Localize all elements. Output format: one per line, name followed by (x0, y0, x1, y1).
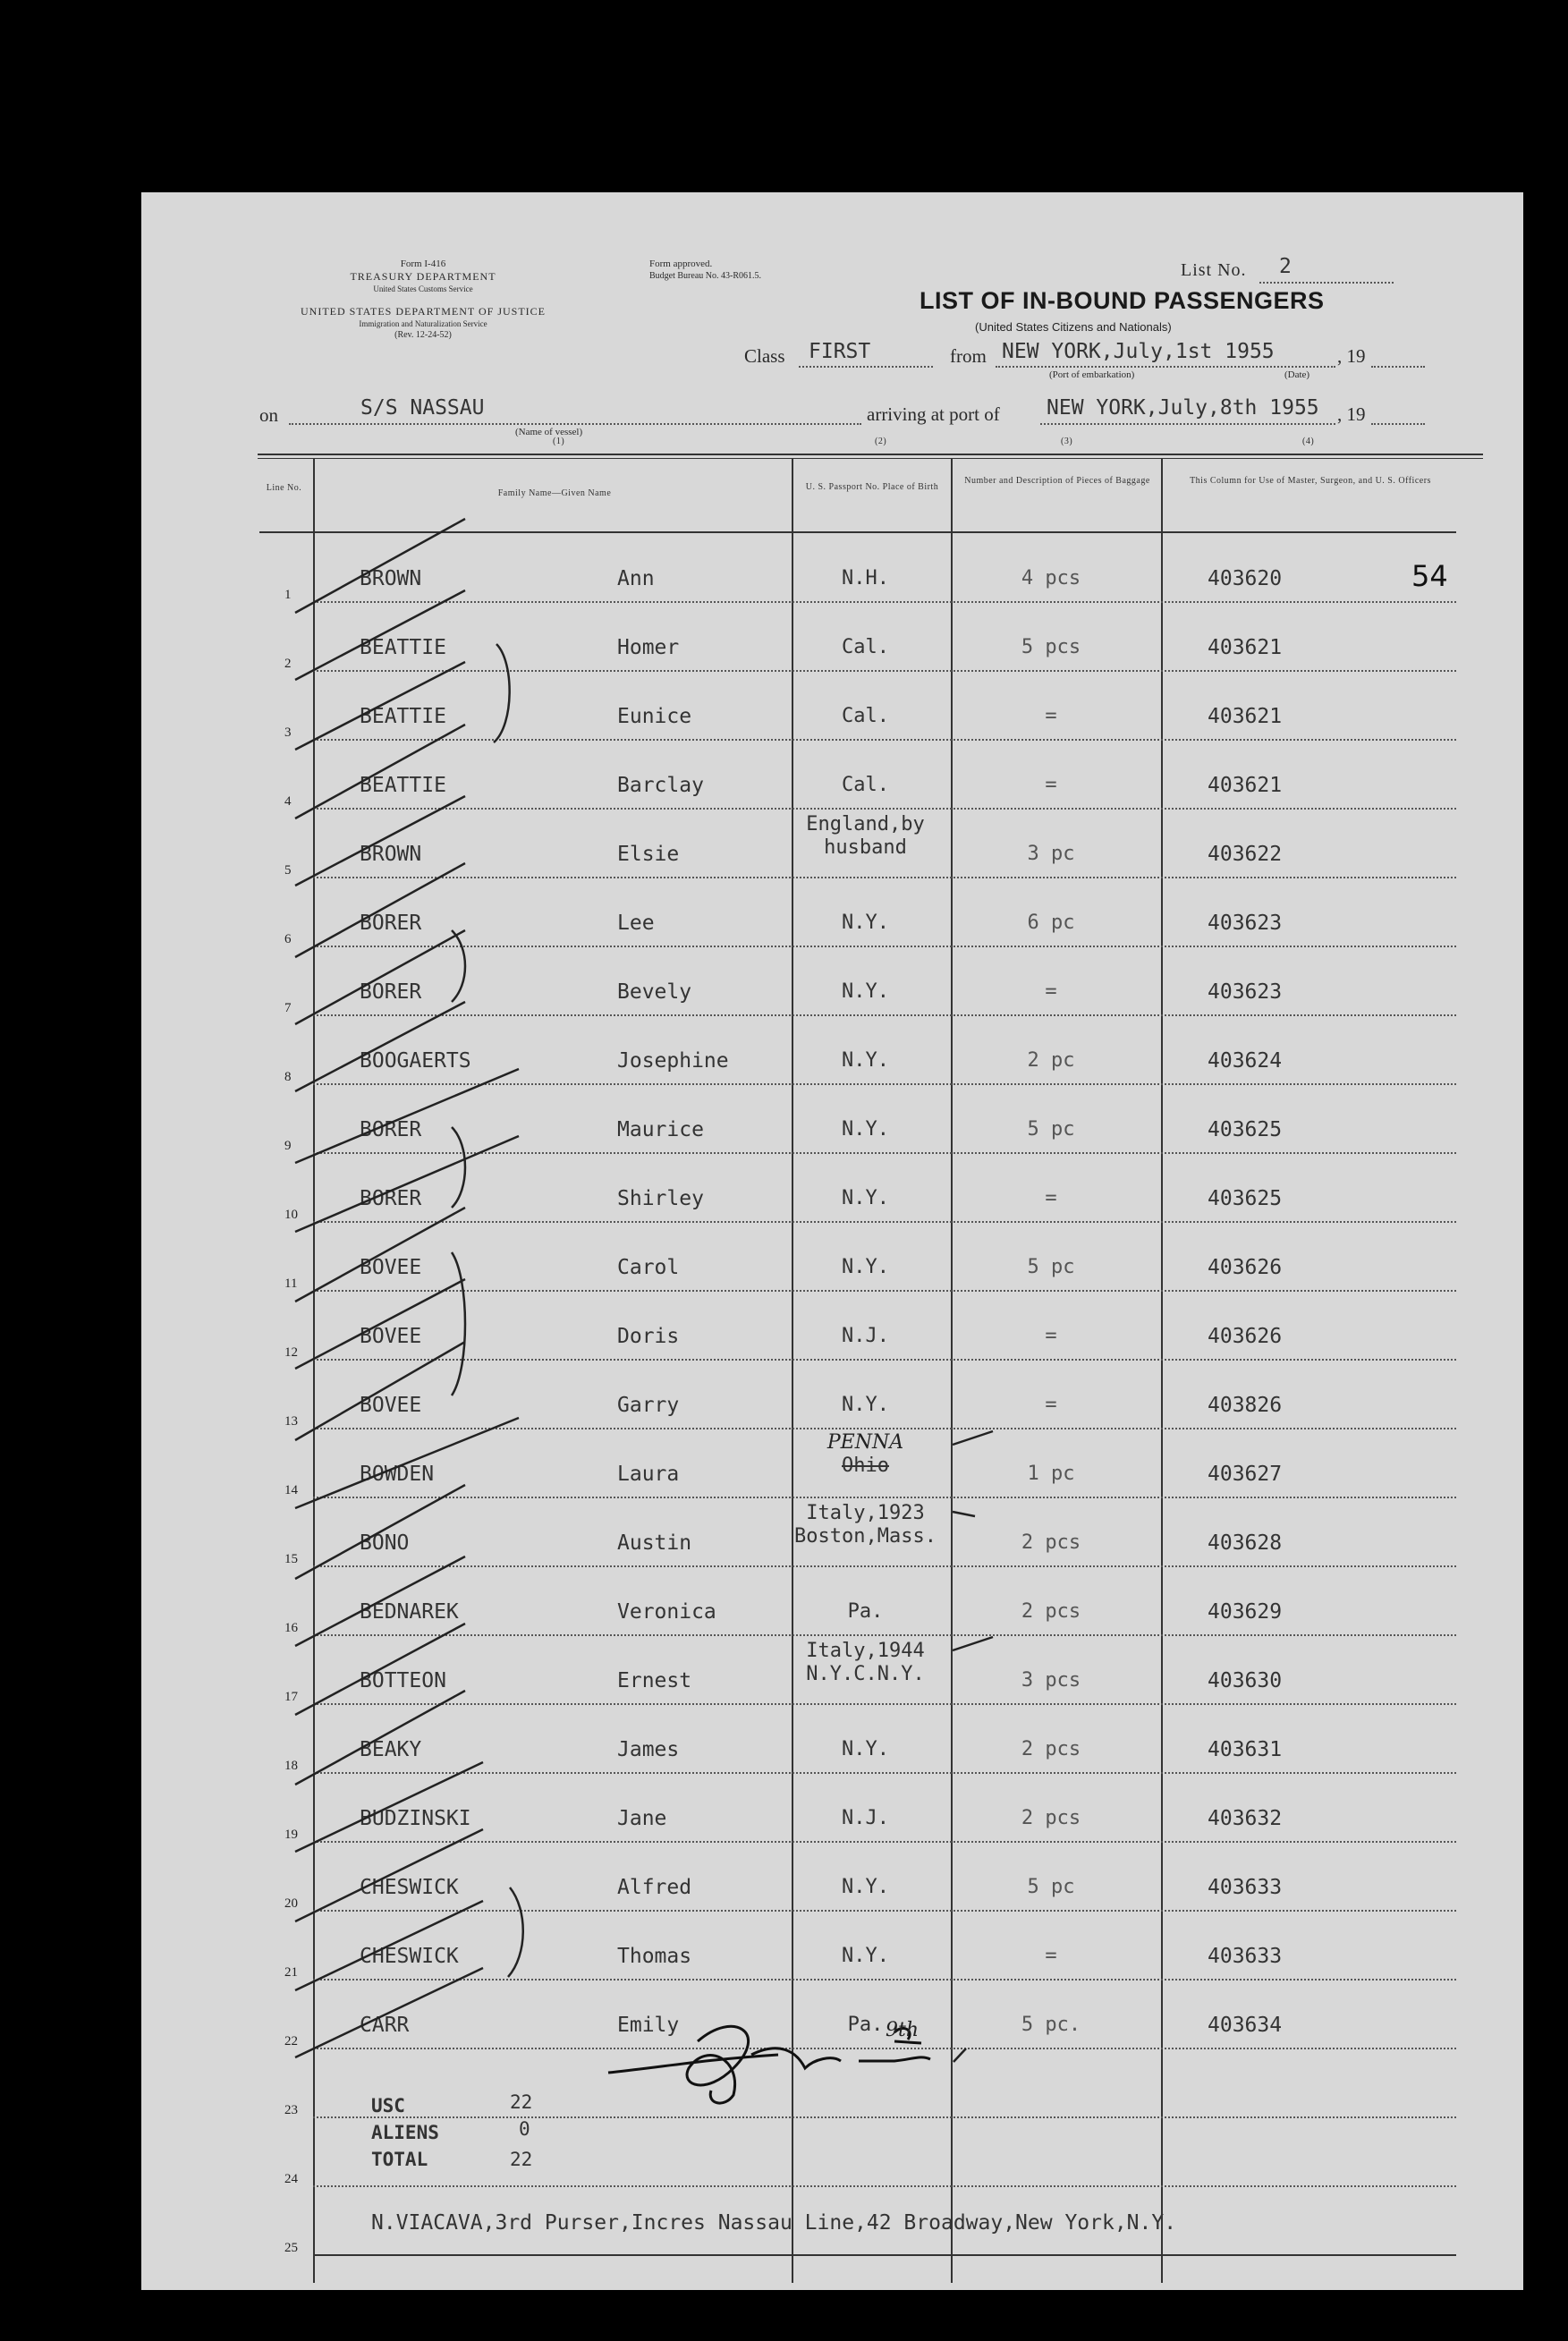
place-of-birth: N.J. (842, 1325, 889, 1347)
family-name: BONO (360, 1531, 410, 1555)
place-of-birth: N.Y. (842, 1738, 889, 1760)
col-marker-2: (2) (875, 437, 887, 446)
given-name: Josephine (617, 1049, 729, 1073)
class-value: FIRST (809, 340, 871, 363)
family-name: BORER (360, 980, 422, 1004)
department-justice: UNITED STATES DEPARTMENT OF JUSTICE (300, 305, 546, 318)
given-name: Bevely (617, 980, 692, 1004)
signature-note: 9th (886, 2019, 920, 2041)
class-line (799, 366, 933, 368)
table-row (259, 534, 1456, 603)
table-row (259, 672, 1456, 741)
table-row (259, 1016, 1456, 1085)
place-of-birth: N.Y. (842, 1945, 889, 1967)
family-name: BOVEE (360, 1256, 422, 1279)
table-row (259, 603, 1456, 672)
officer-number: 403625 (1208, 1187, 1283, 1210)
officer-number: 403621 (1208, 705, 1283, 728)
given-name: James (617, 1738, 680, 1761)
line-number: 2 (284, 657, 292, 671)
department-treasury: TREASURY DEPARTMENT (350, 270, 496, 283)
baggage: 2 pcs (1021, 1531, 1081, 1554)
place-of-birth: N.Y. (842, 1876, 889, 1898)
form-title: LIST OF IN-BOUND PASSENGERS (920, 287, 1325, 314)
line-number: 6 (284, 932, 292, 946)
place-of-birth: Pa. (847, 1600, 884, 1623)
header-name: Family Name—Given Name (497, 488, 612, 498)
given-name: Ann (617, 567, 655, 590)
class-label: Class (744, 345, 785, 367)
baggage: 6 pc (1027, 912, 1075, 934)
vessel-value: S/S NASSAU (360, 396, 485, 420)
baggage: 3 pcs (1021, 1669, 1081, 1692)
list-number-label: List No. (1181, 260, 1247, 280)
officer-number: 403633 (1208, 1945, 1283, 1968)
baggage: 2 pcs (1021, 1600, 1081, 1623)
family-name: BEAKY (360, 1738, 422, 1761)
on-label: on (259, 404, 278, 426)
family-name: BORER (360, 1118, 422, 1141)
given-name: Eunice (617, 705, 692, 728)
total-label: TOTAL (371, 2149, 428, 2170)
baggage: = (1045, 1945, 1057, 1967)
family-name: BORER (360, 912, 422, 935)
header-baggage: Number and Description of Pieces of Baggage (964, 476, 1150, 486)
family-name: CHESWICK (360, 1945, 459, 1968)
family-name: CARR (360, 2014, 410, 2037)
line-number: 12 (284, 1345, 298, 1360)
vessel-line (289, 423, 861, 425)
line-number: 14 (284, 1483, 298, 1497)
total-aliens-label: ALIENS (371, 2122, 439, 2143)
officer-number: 403632 (1208, 1807, 1283, 1830)
officer-number: 403620 (1208, 567, 1283, 590)
given-name: Thomas (617, 1945, 692, 1968)
form-number: Form I-416 (400, 259, 446, 269)
officer-number: 403634 (1208, 2014, 1283, 2037)
arrival-line (1040, 423, 1335, 425)
list-number-line (1259, 282, 1394, 284)
line-number: 25 (284, 2241, 298, 2255)
family-name: BROWN (360, 843, 422, 866)
year-label-1: , 19 (1337, 345, 1366, 367)
table-row (259, 1567, 1456, 1636)
baggage: 2 pcs (1021, 1738, 1081, 1760)
table-row (259, 878, 1456, 947)
place-of-birth: Italy,1923 Boston,Mass. (794, 1502, 937, 1548)
officer-number: 403630 (1208, 1669, 1283, 1692)
place-of-birth: N.Y. (842, 1187, 889, 1209)
place-of-birth: Italy,1944 N.Y.C.N.Y. (806, 1640, 925, 1685)
place-of-birth: N.H. (842, 567, 889, 589)
officer-number: 403626 (1208, 1325, 1283, 1348)
given-name: Veronica (617, 1600, 716, 1624)
passenger-table (259, 458, 1456, 2283)
family-name: BOVEE (360, 1394, 422, 1417)
embarkation-value: NEW YORK,July,1st 1955 (1002, 340, 1275, 363)
given-name: Maurice (617, 1118, 704, 1141)
table-row (259, 741, 1456, 810)
header-passport: U. S. Passport No. Place of Birth (805, 482, 939, 492)
line-number: 13 (284, 1414, 298, 1429)
baggage: 1 pc (1027, 1463, 1075, 1485)
line-number: 19 (284, 1828, 298, 1842)
header-rule (258, 454, 1483, 455)
place-of-birth: N.Y. (842, 1118, 889, 1141)
vessel-caption: (Name of vessel) (515, 427, 583, 437)
total-value: 22 (510, 2149, 533, 2170)
given-name: Ernest (617, 1669, 692, 1692)
arriving-label: arriving at port of (867, 403, 1000, 425)
baggage: 4 pcs (1021, 567, 1081, 589)
table-row (259, 1292, 1456, 1361)
year-line-2 (1371, 423, 1425, 425)
family-name: BUDZINSKI (360, 1807, 471, 1830)
form-approved: Form approved. (649, 259, 713, 269)
officer-number: 403633 (1208, 1876, 1283, 1899)
officer-number: 403623 (1208, 912, 1283, 935)
given-name: Elsie (617, 843, 680, 866)
officer-number: 403622 (1208, 843, 1283, 866)
place-of-birth: N.Y. (842, 980, 889, 1003)
given-name: Emily (617, 2014, 680, 2037)
baggage: = (1045, 1187, 1057, 1209)
officer-number: 403629 (1208, 1600, 1283, 1624)
table-row (259, 1498, 1456, 1567)
immigration-service: Immigration and Naturalization Service (359, 319, 487, 328)
line-number: 7 (284, 1001, 292, 1015)
given-name: Shirley (617, 1187, 704, 1210)
year-line-1 (1371, 366, 1425, 368)
place-of-birth: N.Y. (842, 1256, 889, 1278)
list-number-value: 2 (1279, 255, 1292, 278)
baggage: 5 pc (1027, 1876, 1075, 1898)
baggage: 3 pc (1027, 843, 1075, 865)
table-row (259, 1843, 1456, 1912)
line-number: 17 (284, 1690, 298, 1704)
given-name: Barclay (617, 774, 704, 797)
table-row (259, 1361, 1456, 1429)
officer-number: 403826 (1208, 1394, 1283, 1417)
header-line-no: Line No. (266, 483, 302, 493)
form-subtitle: (United States Citizens and Nationals) (975, 320, 1172, 334)
table-row (259, 1774, 1456, 1843)
family-name: BOOGAERTS (360, 1049, 471, 1073)
given-name: Homer (617, 636, 680, 659)
officer-number: 403628 (1208, 1531, 1283, 1555)
total-usc-value: 22 (510, 2091, 533, 2113)
line-number: 10 (284, 1208, 298, 1222)
header-bottom-rule (259, 531, 1456, 533)
place-of-birth: N.Y. (842, 912, 889, 934)
officer-number: 403631 (1208, 1738, 1283, 1761)
line-number: 22 (284, 2034, 298, 2048)
port-caption: (Port of embarkation) (1049, 369, 1135, 380)
given-name: Carol (617, 1256, 680, 1279)
line-number: 1 (284, 588, 292, 602)
family-name: CHESWICK (360, 1876, 459, 1899)
baggage: 5 pcs (1021, 636, 1081, 658)
officer-number: 403621 (1208, 636, 1283, 659)
table-row (259, 947, 1456, 1016)
family-name: BOTTEON (360, 1669, 446, 1692)
table-row (259, 1429, 1456, 1498)
line-number: 24 (284, 2172, 298, 2186)
place-of-birth: N.J. (842, 1807, 889, 1829)
from-label: from (950, 345, 987, 367)
line-number: 9 (284, 1139, 292, 1153)
given-name: Laura (617, 1463, 680, 1486)
given-name: Garry (617, 1394, 680, 1417)
total-aliens-value: 0 (519, 2118, 530, 2140)
line-number: 15 (284, 1552, 298, 1566)
baggage: = (1045, 774, 1057, 796)
table-row (259, 1154, 1456, 1223)
given-name: Jane (617, 1807, 667, 1830)
line-number: 18 (284, 1759, 298, 1773)
baggage: 2 pcs (1021, 1807, 1081, 1829)
place-of-birth: N.Y. (842, 1394, 889, 1416)
given-name: Austin (617, 1531, 692, 1555)
family-name: BOVEE (360, 1325, 422, 1348)
table-row (259, 1636, 1456, 1705)
given-name: Lee (617, 912, 655, 935)
place-of-birth: Pa. (847, 2014, 884, 2036)
baggage: = (1045, 980, 1057, 1003)
line-number: 20 (284, 1896, 298, 1911)
line-number: 5 (284, 863, 292, 878)
revision-date: (Rev. 12-24-52) (394, 330, 452, 340)
officer-number: 403626 (1208, 1256, 1283, 1279)
line-number: 8 (284, 1070, 292, 1084)
family-name: BEATTIE (360, 636, 446, 659)
family-name: BOWDEN (360, 1463, 435, 1486)
baggage: = (1045, 1325, 1057, 1347)
family-name: BORER (360, 1187, 422, 1210)
arrival-value: NEW YORK,July,8th 1955 (1047, 396, 1319, 420)
place-of-birth: Cal. (842, 705, 889, 727)
place-of-birth: PENNA Ohio (826, 1431, 904, 1477)
baggage: = (1045, 705, 1057, 727)
place-of-birth: N.Y. (842, 1049, 889, 1072)
baggage: 5 pc (1027, 1118, 1075, 1141)
place-of-birth: England,by husband (806, 813, 925, 859)
line-number: 4 (284, 794, 292, 809)
purser-line: N.VIACAVA,3rd Purser,Incres Nassau Line,42 Broadway,New York,N.Y. (371, 2211, 1177, 2235)
baggage: = (1045, 1394, 1057, 1416)
line-number: 23 (284, 2103, 298, 2117)
baggage: 5 pc (1027, 1256, 1075, 1278)
col-marker-1: (1) (553, 437, 565, 446)
baggage: 2 pc (1027, 1049, 1075, 1072)
table-row (259, 1223, 1456, 1292)
page-mark: 54 (1411, 559, 1448, 593)
date-caption: (Date) (1284, 369, 1310, 380)
col-marker-4: (4) (1302, 437, 1315, 446)
table-row (259, 1085, 1456, 1154)
baggage: 5 pc. (1021, 2014, 1081, 2036)
header-officers: This Column for Use of Master, Surgeon, and U. S. Officers (1190, 476, 1431, 486)
officer-number: 403627 (1208, 1463, 1283, 1486)
line-number: 11 (284, 1277, 298, 1291)
table-row (259, 810, 1456, 878)
family-name: BEDNAREK (360, 1600, 459, 1624)
total-usc-label: USC (371, 2095, 405, 2116)
budget-bureau: Budget Bureau No. 43-R061.5. (649, 271, 761, 281)
officer-number: 403624 (1208, 1049, 1283, 1073)
place-of-birth: Cal. (842, 636, 889, 658)
family-name: BEATTIE (360, 774, 446, 797)
given-name: Alfred (617, 1876, 692, 1899)
table-row (259, 1705, 1456, 1774)
year-label-2: , 19 (1337, 403, 1366, 425)
place-of-birth: Cal. (842, 774, 889, 796)
table-row (259, 1912, 1456, 1981)
line-number: 16 (284, 1621, 298, 1635)
given-name: Doris (617, 1325, 680, 1348)
line-number: 21 (284, 1965, 298, 1980)
family-name: BROWN (360, 567, 422, 590)
embarkation-line (996, 366, 1335, 368)
officer-number: 403623 (1208, 980, 1283, 1004)
officer-number: 403625 (1208, 1118, 1283, 1141)
officer-number: 403621 (1208, 774, 1283, 797)
customs-service: United States Customs Service (373, 284, 473, 293)
col-marker-3: (3) (1061, 437, 1073, 446)
family-name: BEATTIE (360, 705, 446, 728)
line-number: 3 (284, 725, 292, 740)
